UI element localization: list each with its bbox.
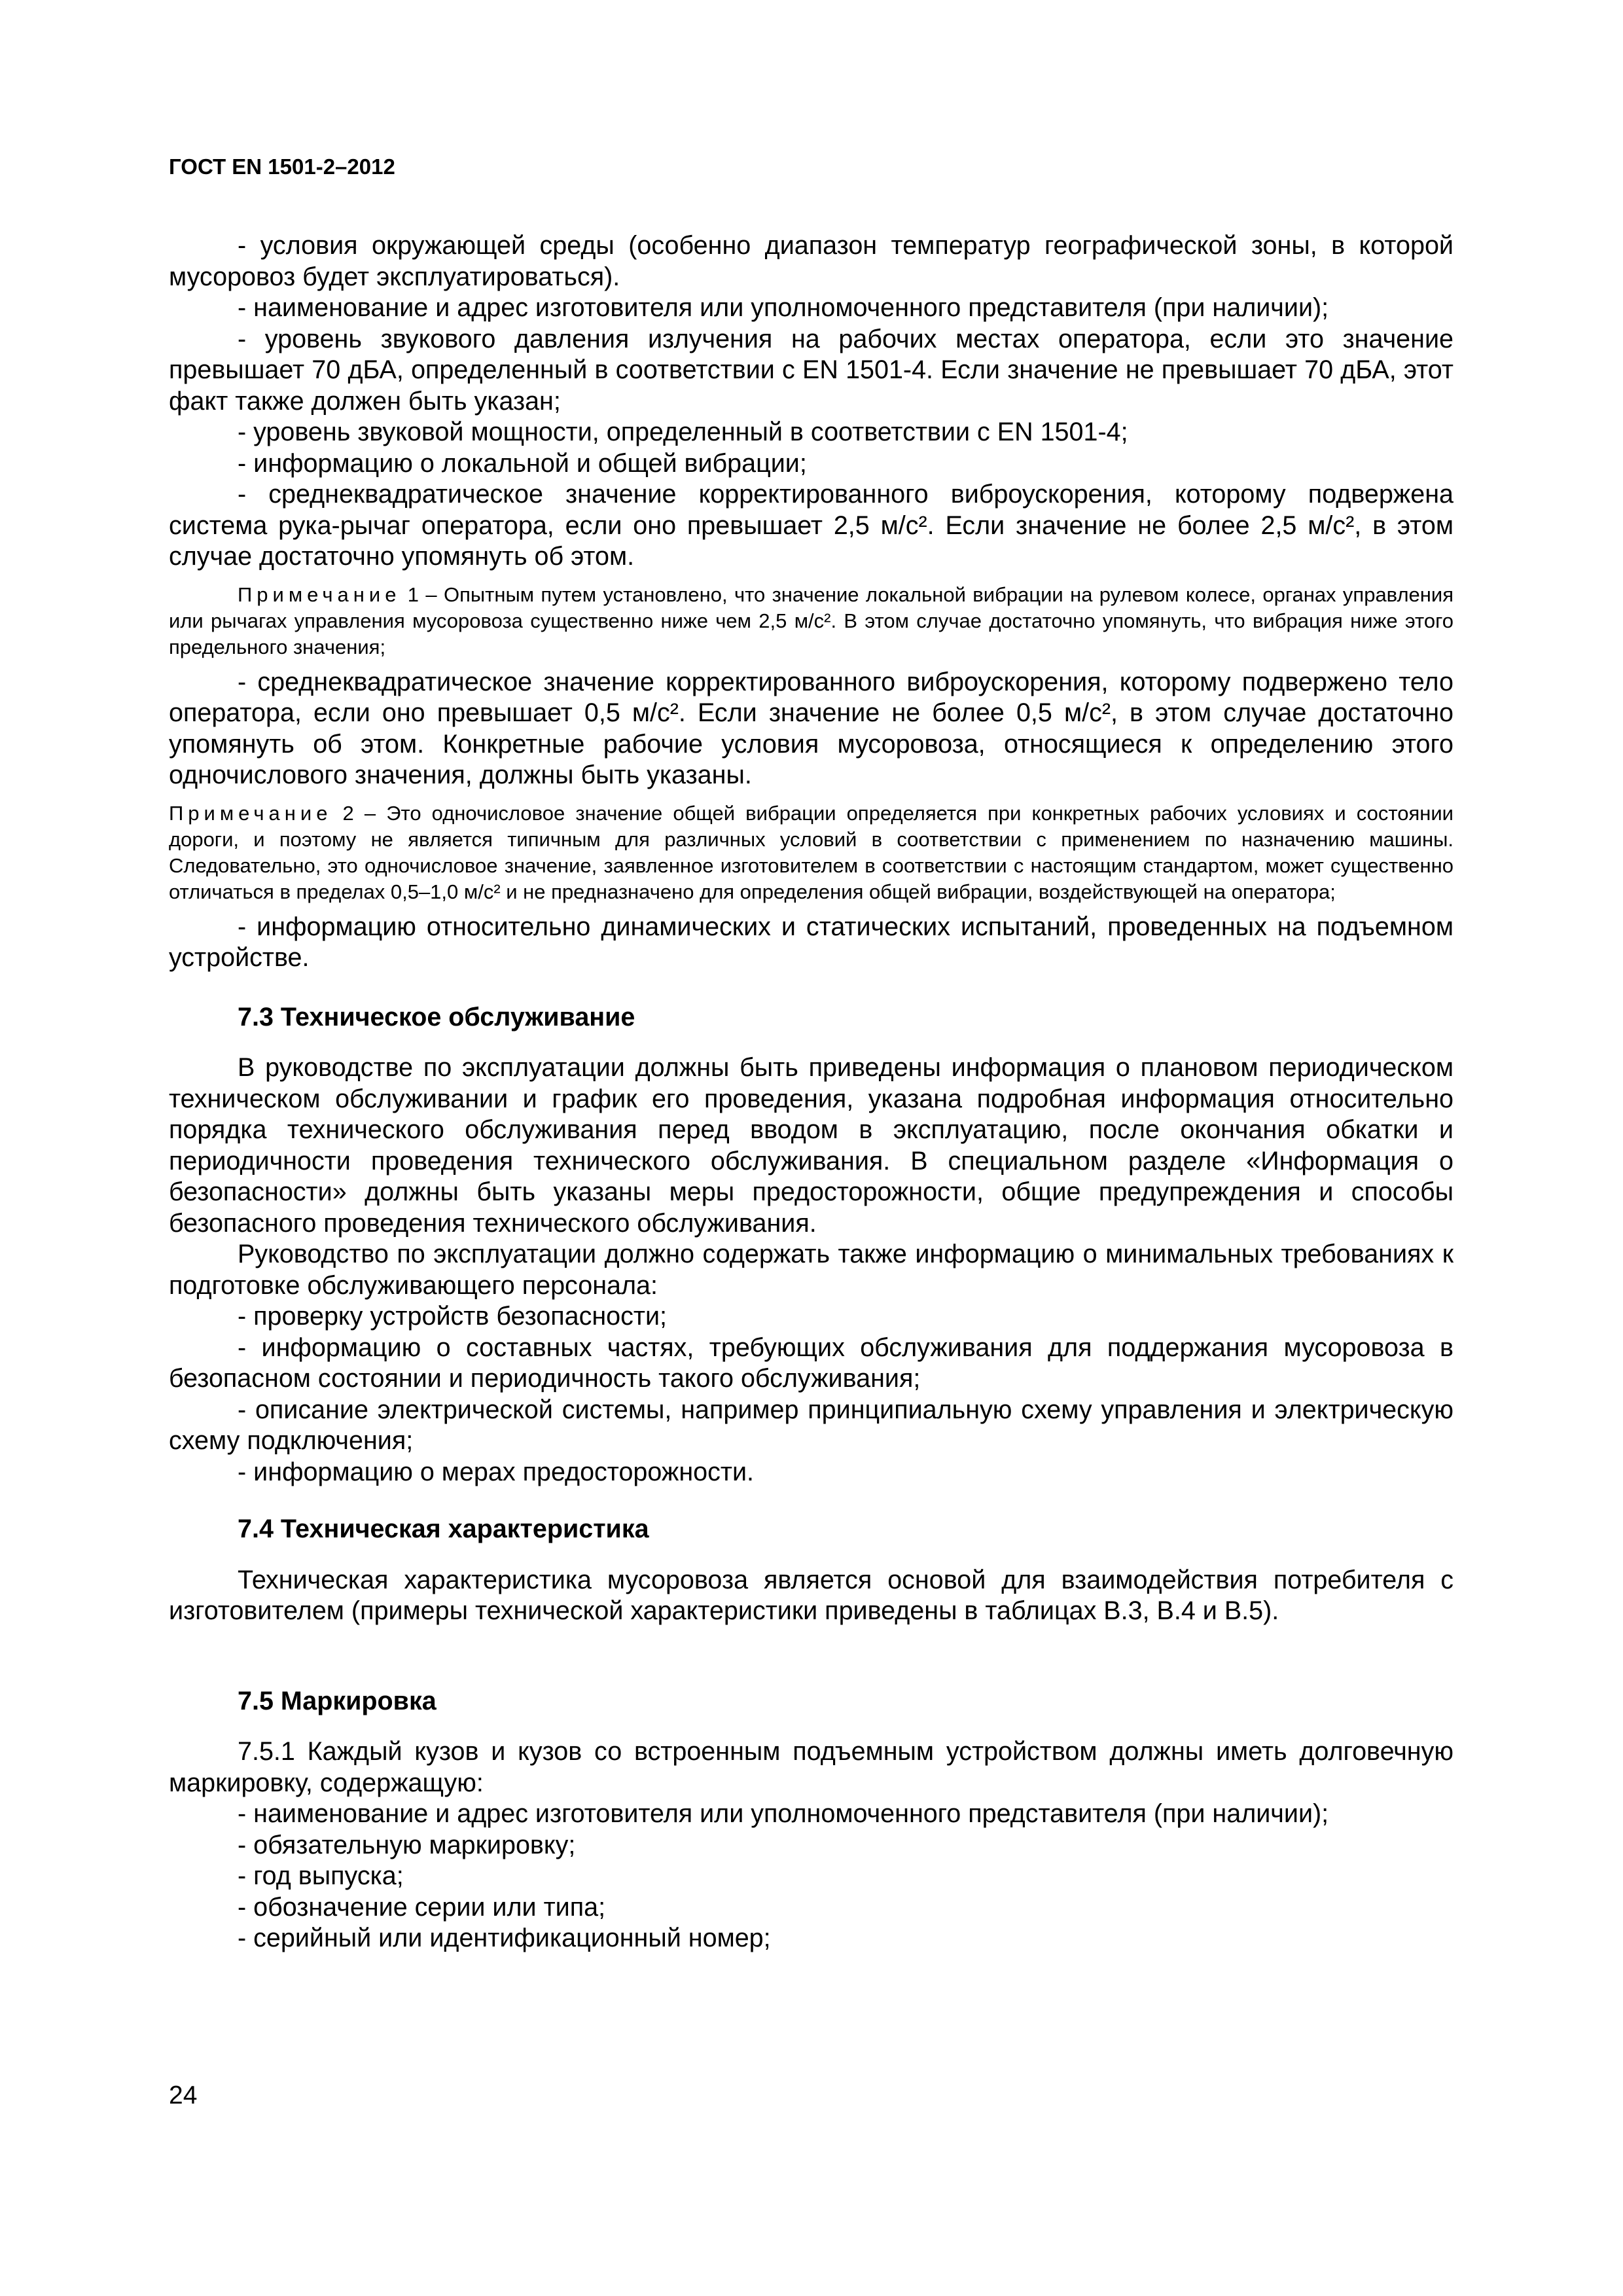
note-text: 2 – Это одночисловое значение общей вибрации определяется при конкретных рабочих условиях и состоянии дороги, и поэтому не является типичным для различных условий в соответствии с применением по назначению машины. Следовательно, это одночисловое значение, заявленное изготовителем в соответствии с настоящим стандартом, может существенно отличаться в пределах 0,5–1,0 м/с² и не предназначено для определения общей вибрации, воздействующей на оператора; bbox=[169, 801, 1454, 903]
paragraph: - информацию о составных частях, требующих обслуживания для поддержания мусоровоза в безопасном состоянии и периодичность такого обслуживания; bbox=[169, 1333, 1454, 1393]
page-number: 24 bbox=[169, 2081, 198, 2109]
paragraph: - описание электрической системы, например принципиальную схему управления и электрическую схему подключения; bbox=[169, 1395, 1454, 1455]
paragraph: - среднеквадратическое значение корректированного виброускорения, которому подвержено тело оператора, если оно превышает 0,5 м/с². Если значение не более 0,5 м/с², в этом случае достаточно упомянуть об этом. Конкретные рабочие условия мусоровоза, относящиеся к определению этого одночислового значения, должны быть указаны. bbox=[169, 667, 1454, 789]
paragraph: - уровень звуковой мощности, определенный в соответствии с EN 1501-4; bbox=[238, 418, 1128, 446]
section-heading: 7.4 Техническая характеристика bbox=[238, 1515, 649, 1543]
note bbox=[169, 582, 1454, 660]
document-code: ГОСТ EN 1501-2–2012 bbox=[169, 154, 395, 179]
document-body bbox=[169, 230, 1454, 1954]
paragraph: - информацию о мерах предосторожности. bbox=[238, 1457, 754, 1486]
paragraph: - год выпуска; bbox=[238, 1861, 404, 1890]
note-label: Примечание bbox=[238, 583, 401, 606]
paragraph: - наименование и адрес изготовителя или уполномоченного представителя (при наличии); bbox=[238, 1799, 1329, 1828]
paragraph: - наименование и адрес изготовителя или уполномоченного представителя (при наличии); bbox=[238, 293, 1329, 322]
paragraph: Руководство по эксплуатации должно содержать также информацию о минимальных требованиях к подготовке обслуживающего персонала: bbox=[169, 1240, 1454, 1300]
section-heading: 7.3 Техническое обслуживание bbox=[238, 1002, 635, 1031]
note bbox=[169, 800, 1454, 905]
paragraph: В руководстве по эксплуатации должны быть приведены информация о плановом периодическом техническом обслуживании и график его проведения, указана подробная информация относительно порядка технического обслуживания перед вводом в эксплуатацию, после окончания обкатки и периодичности проведения технического обслуживания. В специальном разделе «Информация о безопасности» должны быть указаны меры предосторожности, общие предупреждения и способы безопасного проведения технического обслуживания. bbox=[169, 1053, 1454, 1238]
paragraph: - серийный или идентификационный номер; bbox=[238, 1924, 771, 1952]
paragraph: - информацию о локальной и общей вибрации; bbox=[238, 448, 807, 478]
paragraph: - проверку устройств безопасности; bbox=[238, 1302, 668, 1331]
paragraph: - среднеквадратическое значение корректированного виброускорения, которому подвержена система рука-рычаг оператора, если оно превышает 2,5 м/с². Если значение не более 2,5 м/с², в этом случае достаточно упомянуть об этом. bbox=[169, 480, 1454, 571]
paragraph: - информацию относительно динамических и статических испытаний, проведенных на подъемном устройстве. bbox=[169, 912, 1454, 972]
section-heading: 7.5 Маркировка bbox=[238, 1686, 437, 1715]
paragraph: - условия окружающей среды (особенно диапазон температур географической зоны, в которой мусоровоз будет эксплуатироваться). bbox=[169, 231, 1454, 291]
note-label: Примечание bbox=[169, 801, 332, 825]
paragraph: - обязательную маркировку; bbox=[238, 1830, 576, 1859]
paragraph: Техническая характеристика мусоровоза является основой для взаимодействия потребителя с изготовителем (примеры технической характеристики приведены в таблицах В.3, В.4 и В.5). bbox=[169, 1565, 1454, 1625]
note-text: 1 – Опытным путем установлено, что значение локальной вибрации на рулевом колесе, органах управления или рычагах управления мусоровоза существенно ниже чем 2,5 м/с². В этом случае достаточно упомянуть, что вибрация ниже этого предельного значения; bbox=[169, 583, 1454, 658]
paragraph: - уровень звукового давления излучения на рабочих местах оператора, если это значение превышает 70 дБА, определенный в соответствии с EN 1501-4. Если значение не превышает 70 дБА, этот факт также должен быть указан; bbox=[169, 324, 1454, 416]
paragraph: 7.5.1 Каждый кузов и кузов со встроенным подъемным устройством должны иметь долговечную маркировку, содержащую: bbox=[169, 1737, 1454, 1797]
paragraph: - обозначение серии или типа; bbox=[238, 1892, 606, 1922]
